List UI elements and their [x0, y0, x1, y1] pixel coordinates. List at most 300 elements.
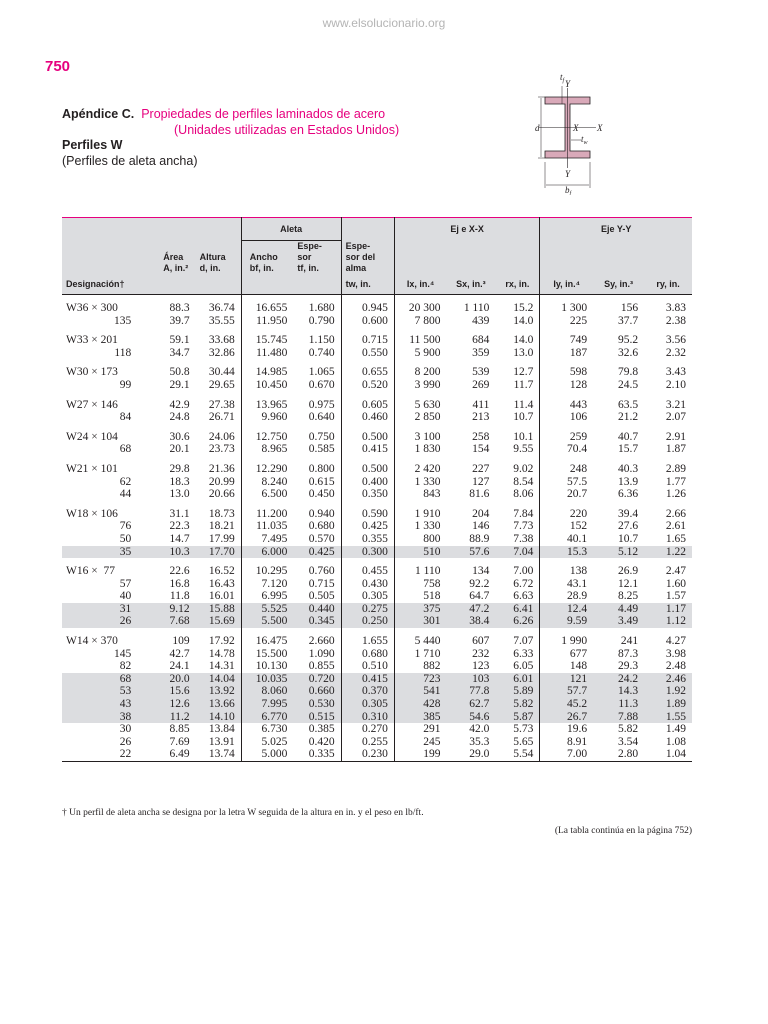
table-cell: 0.855: [293, 660, 341, 673]
col-sx: Sx, in.³: [446, 274, 495, 295]
table-cell: 6.05: [495, 660, 540, 673]
table-cell: 18.73: [196, 508, 242, 521]
table-cell: 843: [423, 488, 441, 501]
table-cell: 0.680: [341, 648, 394, 661]
table-cell: 13.0: [169, 488, 190, 501]
table-cell: 6.33: [495, 648, 540, 661]
table-cell: 88.3: [169, 302, 190, 314]
table-cell: 38.4: [446, 615, 495, 628]
table-cell: 0.715: [293, 578, 341, 591]
table-cell: 13.84: [196, 723, 242, 736]
table-cell: W16 × 77: [66, 565, 115, 578]
table-cell: 59.1: [169, 334, 190, 347]
table-cell: 0.255: [341, 736, 394, 749]
table-cell: 1.26: [665, 488, 686, 501]
table-cell: 29.3: [618, 660, 639, 673]
table-cell: 128: [569, 378, 588, 391]
table-cell: W33 × 201: [66, 334, 118, 347]
table-cell: 518: [423, 590, 441, 603]
table-cell: 225: [569, 314, 588, 327]
table-cell: 15.69: [196, 615, 242, 628]
table-cell: 15.3: [540, 546, 593, 559]
table-cell: 16.655: [255, 302, 288, 314]
table-cell: 0.500: [341, 431, 394, 444]
table-cell: 12.750: [255, 430, 288, 443]
table-cell: 684: [472, 334, 490, 347]
table-cell: 2.47: [665, 565, 686, 578]
table-cell: 3.54: [618, 735, 639, 748]
table-cell: 8 200: [414, 366, 441, 379]
table-cell: 11.3: [593, 698, 644, 711]
table-cell: 8.54: [495, 476, 540, 489]
footnote: † Un perfil de aleta ancha se designa por la letra W seguida de la altura en in. y el peso en lb/ft.: [62, 808, 424, 818]
tf-label: $t_f$: [560, 72, 565, 84]
table-cell: 0.305: [341, 590, 394, 603]
table-cell: 13.91: [196, 736, 242, 749]
table-cell: 154: [472, 443, 490, 456]
table-cell: 20.0: [153, 673, 195, 686]
table-row: [62, 347, 692, 360]
table-row: [62, 635, 692, 648]
table-cell: 6.770: [241, 711, 293, 724]
table-cell: 30.44: [196, 366, 242, 379]
group-axis-y: Eje Y-Y: [540, 218, 692, 241]
table-row: [62, 463, 692, 476]
table-cell: 10.7: [618, 532, 639, 545]
table-row: [62, 648, 692, 661]
col-depth: Altura d, in.: [196, 218, 242, 275]
table-cell: 541: [394, 685, 446, 698]
table-cell: 35: [62, 546, 153, 559]
table-row: [62, 399, 692, 412]
table-cell: 8.060: [241, 685, 293, 698]
table-cell: 27.6: [618, 520, 639, 533]
table-row: [62, 302, 692, 315]
table-cell: 12.290: [255, 462, 288, 475]
table-cell: 1.17: [644, 603, 692, 616]
table-cell: 598: [569, 366, 588, 379]
table-cell: 7.69: [169, 735, 190, 748]
table-cell: 1 710: [414, 647, 441, 660]
table-row: [62, 476, 692, 489]
table-cell: 24.2: [593, 673, 644, 686]
table-cell: 39.4: [618, 507, 639, 520]
table-cell: 23.73: [196, 443, 242, 456]
table-cell: 1.92: [644, 685, 692, 698]
table-cell: 9.59: [540, 615, 593, 628]
table-cell: 30.6: [169, 430, 190, 443]
table-cell: 20.99: [196, 476, 242, 489]
table-cell: 0.305: [341, 698, 394, 711]
table-cell: 232: [472, 647, 490, 660]
table-cell: 38: [62, 711, 153, 724]
table-cell: 11.480: [256, 346, 288, 359]
section-subheading: (Perfiles de aleta ancha): [62, 154, 198, 168]
table-cell: 6.000: [241, 546, 293, 559]
table-cell: 6.730: [261, 723, 288, 736]
table-row: [62, 366, 692, 379]
table-cell: 47.2: [446, 603, 495, 616]
table-row: [62, 673, 692, 686]
table-cell: 123: [472, 660, 490, 673]
table-cell: 0.530: [293, 698, 341, 711]
table-cell: 0.425: [341, 520, 394, 533]
table-cell: 4.27: [665, 635, 686, 648]
table-row: [62, 315, 692, 328]
table-cell: 11.035: [256, 520, 288, 533]
table-cell: 6.26: [495, 615, 540, 628]
table-cell: W36 × 300: [66, 302, 118, 314]
table-cell: 1 330: [414, 475, 441, 488]
table-cell: 5 630: [414, 398, 441, 411]
table-cell: 6.72: [495, 578, 540, 591]
table-cell: 82: [119, 660, 132, 673]
table-cell: 57.7: [540, 685, 593, 698]
w-shape-diagram: [535, 70, 615, 195]
table-cell: 134: [472, 565, 490, 578]
table-cell: 44: [119, 488, 132, 501]
table-cell: 109: [172, 635, 190, 648]
table-cell: 34.7: [169, 346, 190, 359]
table-cell: 11.4: [495, 399, 540, 412]
table-cell: 68: [119, 443, 132, 456]
table-row: [62, 698, 692, 711]
table-cell: 375: [394, 603, 446, 616]
table-cell: 8.85: [169, 723, 190, 736]
table-cell: 443: [569, 398, 588, 411]
table-cell: 800: [423, 532, 441, 545]
table-row: [62, 748, 692, 761]
table-cell: 2 850: [414, 411, 441, 424]
table-cell: 7 800: [414, 314, 441, 327]
table-cell: 5.73: [495, 723, 540, 736]
table-cell: 3.49: [593, 615, 644, 628]
table-cell: 31.1: [169, 507, 190, 520]
table-cell: 2.89: [665, 462, 686, 475]
table-cell: 0.270: [341, 723, 394, 736]
table-cell: 0.605: [341, 399, 394, 412]
table-cell: 30: [119, 723, 132, 736]
table-cell: 0.790: [293, 315, 341, 328]
table-cell: 677: [569, 647, 588, 660]
table-cell: 26.9: [618, 565, 639, 578]
table-cell: 14.0: [495, 334, 540, 347]
table-cell: 5 440: [414, 635, 441, 648]
table-cell: 39.7: [169, 314, 190, 327]
table-cell: 37.7: [618, 314, 639, 327]
table-cell: 0.585: [293, 443, 341, 456]
table-cell: 10.450: [255, 378, 288, 391]
table-cell: 0.400: [341, 476, 394, 489]
table-cell: 5.54: [495, 748, 540, 761]
table-cell: 33.68: [196, 334, 242, 347]
table-cell: 103: [446, 673, 495, 686]
table-cell: 1.60: [665, 577, 686, 590]
table-row: [62, 711, 692, 724]
table-cell: 17.99: [196, 533, 242, 546]
table-cell: 42.7: [169, 647, 190, 660]
table-cell: 0.550: [341, 347, 394, 360]
table-cell: 0.640: [293, 411, 341, 424]
table-cell: 0.425: [293, 546, 341, 559]
table-cell: 14.3: [593, 685, 644, 698]
table-cell: 607: [472, 635, 490, 648]
table-cell: 70.4: [566, 443, 588, 456]
table-cell: 24.8: [169, 411, 190, 424]
table-cell: 1.49: [665, 723, 686, 736]
table-row: [62, 590, 692, 603]
table-cell: 1.22: [644, 546, 692, 559]
table-row: [62, 431, 692, 444]
table-cell: 1.680: [293, 302, 341, 315]
table-cell: 10.295: [255, 565, 288, 578]
table-cell: 26: [119, 735, 132, 748]
table-cell: 0.275: [341, 603, 394, 616]
table-cell: 156: [620, 302, 639, 314]
table-cell: 749: [569, 334, 588, 347]
table-cell: 9.02: [495, 463, 540, 476]
col-designation: Designación†: [62, 274, 153, 295]
table-cell: 152: [569, 520, 588, 533]
table-cell: 9.12: [153, 603, 195, 616]
group-spacer: [62, 456, 692, 463]
table-cell: 24.5: [618, 378, 639, 391]
table-cell: 0.715: [341, 334, 394, 347]
table-cell: 5.89: [495, 685, 540, 698]
table-cell: 19.6: [566, 723, 588, 736]
table-cell: 0.420: [293, 736, 341, 749]
table-cell: 0.510: [341, 660, 394, 673]
table-cell: 16.475: [255, 635, 288, 648]
table-cell: 3.21: [665, 398, 686, 411]
table-cell: 145: [113, 647, 132, 660]
table-cell: 13.92: [196, 685, 242, 698]
table-cell: 0.455: [341, 565, 394, 578]
table-cell: 12.6: [153, 698, 195, 711]
table-cell: 99: [119, 378, 132, 391]
table-cell: 8.965: [261, 443, 288, 456]
table-cell: 1.89: [644, 698, 692, 711]
table-cell: 62.7: [446, 698, 495, 711]
table-cell: 245: [423, 735, 441, 748]
table-cell: 12.4: [540, 603, 593, 616]
table-cell: 7.00: [495, 565, 540, 578]
table-cell: 0.760: [293, 565, 341, 578]
table-cell: 121: [540, 673, 593, 686]
table-row: [62, 546, 692, 559]
table-cell: 0.440: [293, 603, 341, 616]
table-cell: 2.66: [665, 507, 686, 520]
table-cell: 50.8: [169, 366, 190, 379]
table-cell: 213: [472, 411, 490, 424]
table-cell: 0.460: [341, 411, 394, 424]
table-cell: 1 110: [415, 565, 441, 578]
table-cell: 2.10: [665, 378, 686, 391]
table-cell: 1.12: [644, 615, 692, 628]
group-spacer: [62, 327, 692, 334]
table-cell: 7.84: [495, 508, 540, 521]
table-cell: 0.515: [293, 711, 341, 724]
table-cell: 1.655: [341, 635, 394, 648]
table-row: [62, 411, 692, 424]
table-row: [62, 736, 692, 749]
table-cell: 14.04: [196, 673, 242, 686]
group-web: Espe- sor del alma: [341, 218, 394, 275]
col-ry: ry, in.: [644, 274, 692, 295]
table-cell: 26.7: [540, 711, 593, 724]
table-cell: 0.655: [341, 366, 394, 379]
col-iy: Iy, in.⁴: [540, 274, 593, 295]
table-cell: 146: [472, 520, 490, 533]
table-cell: 0.415: [341, 673, 394, 686]
table-cell: 7.995: [241, 698, 293, 711]
table-cell: 15.500: [255, 647, 288, 660]
group-spacer: [62, 392, 692, 399]
table-cell: 20 300: [408, 302, 441, 314]
table-cell: 0.355: [341, 533, 394, 546]
table-cell: 88.9: [469, 532, 490, 545]
table-cell: 385: [394, 711, 446, 724]
table-cell: 8.25: [618, 590, 639, 603]
table-cell: 7.73: [495, 520, 540, 533]
table-cell: 5.12: [593, 546, 644, 559]
table-cell: 81.6: [469, 488, 490, 501]
table-cell: 14.0: [495, 315, 540, 328]
table-cell: 241: [620, 635, 639, 648]
table-row: [62, 615, 692, 628]
table-cell: 14.985: [255, 366, 288, 379]
table-cell: 106: [569, 411, 588, 424]
table-cell: 15.6: [153, 685, 195, 698]
w-shapes-table: [62, 217, 692, 762]
table-cell: 0.600: [341, 315, 394, 328]
table-cell: 0.590: [341, 508, 394, 521]
table-cell: 18.21: [196, 520, 242, 533]
table-cell: 20.1: [169, 443, 190, 456]
table-cell: 26: [62, 615, 153, 628]
table-cell: 57.6: [446, 546, 495, 559]
table-cell: 0.250: [341, 615, 394, 628]
table-cell: 1.065: [293, 366, 341, 379]
col-area: Área A, in.²: [153, 218, 195, 275]
table-cell: 0.660: [293, 685, 341, 698]
table-cell: 18.3: [169, 475, 190, 488]
table-cell: 258: [472, 430, 490, 443]
table-cell: 3.98: [665, 647, 686, 660]
table-cell: 11 500: [409, 334, 441, 347]
table-cell: 13.66: [196, 698, 242, 711]
table-cell: 14.10: [196, 711, 242, 724]
table-cell: 24.06: [196, 431, 242, 444]
table-cell: 6.01: [495, 673, 540, 686]
table-cell: 95.2: [618, 334, 639, 347]
table-cell: 22: [62, 748, 153, 761]
table-cell: 21.36: [196, 463, 242, 476]
table-cell: 2.660: [293, 635, 341, 648]
table-row: [62, 334, 692, 347]
table-cell: 248: [569, 462, 588, 475]
table-cell: 13.74: [196, 748, 242, 761]
table-cell: 7.68: [153, 615, 195, 628]
table-row: [62, 533, 692, 546]
table-row: [62, 578, 692, 591]
table-cell: 8.91: [566, 735, 588, 748]
table-cell: 758: [423, 577, 441, 590]
table-cell: 6.500: [261, 488, 288, 501]
table-cell: 138: [569, 565, 588, 578]
table-cell: 2.80: [593, 748, 644, 761]
table-row: [62, 723, 692, 736]
table-cell: 1.08: [665, 735, 686, 748]
appendix-title: [62, 107, 385, 121]
table-cell: 269: [472, 378, 490, 391]
table-cell: 35.3: [469, 735, 490, 748]
table-cell: 43: [62, 698, 153, 711]
section-heading: Perfiles W: [62, 138, 123, 152]
table-cell: 0.345: [293, 615, 341, 628]
table-cell: 7.00: [540, 748, 593, 761]
table-cell: 29.8: [169, 462, 190, 475]
table-cell: 0.520: [341, 379, 394, 392]
table-cell: 199: [394, 748, 446, 761]
table-row: [62, 660, 692, 673]
table-cell: 1.150: [293, 334, 341, 347]
table-cell: 87.3: [618, 647, 639, 660]
table-cell: 54.6: [446, 711, 495, 724]
table-cell: 92.2: [469, 577, 490, 590]
table-cell: 14.7: [169, 532, 190, 545]
table-cell: 2.07: [665, 411, 686, 424]
table-row: [62, 488, 692, 501]
table-cell: 28.9: [566, 590, 588, 603]
table-cell: 13.965: [255, 398, 288, 411]
table-cell: 1.090: [293, 648, 341, 661]
table-cell: 5 900: [414, 346, 441, 359]
table-cell: 3.43: [665, 366, 686, 379]
col-ix: Ix, in.⁴: [394, 274, 446, 295]
bf-label: $b_f$: [565, 185, 572, 195]
table-cell: 9.960: [261, 411, 288, 424]
table-cell: 5.500: [241, 615, 293, 628]
table-cell: 62: [119, 475, 132, 488]
table-cell: 0.740: [293, 347, 341, 360]
table-cell: 20.7: [566, 488, 588, 501]
table-cell: 1 910: [414, 507, 441, 520]
x-left-label: X: [573, 123, 579, 133]
group-axis-x: Ej e X-X: [394, 218, 540, 241]
table-cell: 3 100: [414, 430, 441, 443]
table-cell: 1.55: [644, 711, 692, 724]
col-rx: rx, in.: [495, 274, 540, 295]
table-cell: 227: [472, 462, 490, 475]
table-cell: 0.750: [293, 431, 341, 444]
table-cell: 0.430: [341, 578, 394, 591]
table-cell: 3 990: [414, 378, 441, 391]
table-cell: 2.46: [644, 673, 692, 686]
table-cell: 5.82: [618, 723, 639, 736]
table-cell: 6.41: [495, 603, 540, 616]
table-cell: 11.200: [256, 507, 288, 520]
table-cell: 57.5: [566, 475, 588, 488]
table-cell: 359: [472, 346, 490, 359]
table-cell: 0.670: [293, 379, 341, 392]
table-cell: 291: [423, 723, 441, 736]
table-cell: 15.7: [618, 443, 639, 456]
table-cell: 1 110: [463, 302, 490, 314]
table-cell: W24 × 104: [66, 430, 118, 443]
table-cell: 2.48: [665, 660, 686, 673]
table-cell: 11.950: [256, 314, 288, 327]
